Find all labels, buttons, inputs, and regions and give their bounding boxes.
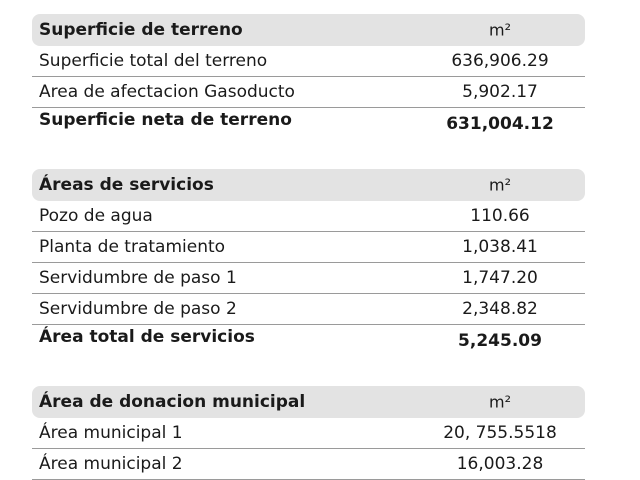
total-value: 5,245.09 <box>458 330 542 351</box>
table-row <box>32 418 585 449</box>
row-value: 2,348.82 <box>462 299 538 319</box>
row-label: Superficie total del terreno <box>39 51 268 71</box>
table-header <box>32 386 585 418</box>
row-value: 1,747.20 <box>462 268 538 288</box>
table-areas-de-servicios <box>32 169 585 356</box>
table-row <box>32 232 585 263</box>
header-label: Área de donacion municipal <box>39 392 306 412</box>
row-label: Area de afectacion Gasoducto <box>39 82 295 102</box>
table-row <box>32 263 585 294</box>
table-row <box>32 294 585 325</box>
table-row <box>32 46 585 77</box>
header-label: Superficie de terreno <box>39 20 243 40</box>
total-row <box>32 108 585 139</box>
unit-label: m² <box>489 392 511 412</box>
table-row <box>32 449 585 480</box>
header-label: Áreas de servicios <box>39 175 214 195</box>
row-label: Servidumbre de paso 2 <box>39 299 237 319</box>
table-row <box>32 77 585 108</box>
table-header <box>32 14 585 46</box>
total-label: Área total de servicios <box>39 327 255 348</box>
total-row <box>32 325 585 356</box>
row-value: 20, 755.5518 <box>443 423 557 443</box>
row-label: Servidumbre de paso 1 <box>39 268 237 288</box>
row-label: Planta de tratamiento <box>39 237 226 257</box>
unit-label: m² <box>489 175 511 195</box>
row-value: 16,003.28 <box>456 454 544 474</box>
row-value: 110.66 <box>470 206 530 226</box>
row-label: Pozo de agua <box>39 206 153 226</box>
total-label: Superficie neta de terreno <box>39 110 292 131</box>
unit-label: m² <box>489 20 511 40</box>
row-value: 1,038.41 <box>462 237 538 257</box>
row-value: 636,906.29 <box>451 51 549 71</box>
table-header <box>32 169 585 201</box>
row-label: Área municipal 1 <box>39 423 183 443</box>
table-row <box>32 201 585 232</box>
total-value: 631,004.12 <box>446 113 554 134</box>
row-label: Área municipal 2 <box>39 454 183 474</box>
row-value: 5,902.17 <box>462 82 538 102</box>
table-area-de-donacion-municipal <box>32 386 585 480</box>
table-superficie-de-terreno <box>32 14 585 139</box>
